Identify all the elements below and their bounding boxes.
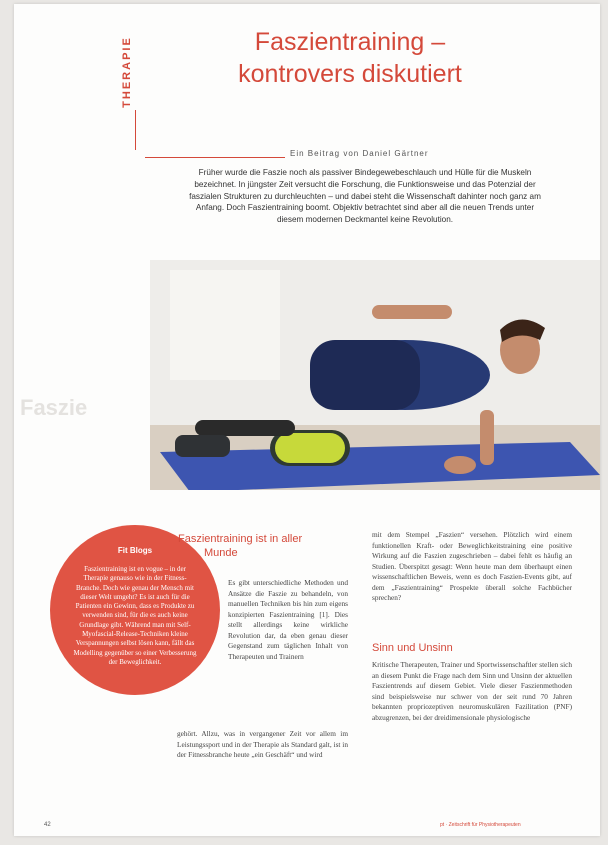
background-bleed-text: Faszie [20, 395, 88, 420]
fascia-roller-photo [150, 260, 600, 490]
section-heading-1 [178, 532, 338, 560]
title-line-2: kontrovers diskutiert [238, 60, 462, 88]
column-1-text-continued: gehört. Allzu, was in vergangener Zeit vor allem im Leistungssport und in der Therapie als Standard galt, ist in der Fitnessbranche heute „ein Geschäft“ und wird [177, 729, 348, 759]
article-photo [150, 260, 600, 490]
column-1-text: Es gibt unterschiedliche Methoden und Ansätze die Faszie zu behandeln, von manuellen Techniken bis hin zum eigens konzipierten Faszientraining [1]. Dies stellt allerdings keine wirkliche Revolution dar, da eben genau dieser Gegenstand zum täglichen Inhalt von Therapeuten und Trainern [228, 578, 348, 661]
article-title [150, 26, 550, 90]
footer-publication: pt · Zeitschrift für Physiotherapeuten [440, 822, 521, 828]
heading-1-line-1: Faszientraining ist in aller [178, 533, 303, 545]
intro-paragraph: Früher wurde die Faszie noch als passiver Bindegewebeschlauch und Hülle für die Muskeln bezeichnet. In jüngster Zeit versucht die Forschung, die Funktionsweise und das Potenzial der faszialen Strukturen zu durchleuchten – und dabei steht die Wissenschaft dahinter noch ganz am Anfang. Doch Faszientraining boomt. Objektiv betrachtet sind aber all die neuen Trends unter diesem modernen Deckmantel keine Revolution. [189, 168, 541, 225]
section-rule [135, 110, 136, 150]
info-box-title: Fit Blogs [117, 546, 153, 555]
page-number: 42 [44, 822, 51, 828]
byline-rule [145, 157, 285, 158]
column-2-text: mit dem Stempel „Faszien“ versehen. Plötzlich wird einem funktionellen Kraft- oder Beweglichkeitstraining eine positive Wirkung auf die Faszien zugeschrieben – dabei fehlt es häufig an Studien. Überspitzt gesagt: Wenn heute man dem überhaupt einen wissenschaftlichen Beweis, wenn es doch Faszien-Events gibt, auf dem „Faszientraining“ Prospekte überall solche Fachbücher sprechen? [372, 530, 572, 602]
section-heading-2: Sinn und Unsinn [372, 642, 453, 654]
section-label [120, 28, 143, 118]
heading-1-line-2: Munde [204, 547, 238, 559]
section-label-text: THERAPIE [120, 36, 133, 108]
info-box-text: Faszientraining ist en vogue – in der Therapie genauso wie in der Fitness-Branche. Doch wie genau der Mensch mit dieser Welt umgeht? Es ist auch für die Patienten ein Gewinn, dass es Produkte zu verwenden sind, für die es auch keine Grundlage gibt. Während man mit Self-Myofascial-Release-Techniken kleine Verspannungen selbst lösen kann, fällt das Modelling gegenüber so einer Verbesserung der Beweglichkeit. [73, 565, 197, 666]
byline: Ein Beitrag von Daniel Gärtner [290, 149, 429, 158]
title-line-1: Faszientraining – [254, 28, 446, 56]
column-2-text-continued: Kritische Therapeuten, Trainer und Sportwissenschaftler stellen sich an diesem Punkt die Frage nach dem Sinn und Unsinn der aktuellen Faszientrends auf diesem Gebiet. Viele dieser Faszienmethoden sind beispielsweise nur schwer von der seit rund 70 Jahren bekannten propriozeptiven neuromuskulären Fazilitation (PNF) abzugrenzen, bei der dreidimensionale physiologische [372, 660, 572, 722]
